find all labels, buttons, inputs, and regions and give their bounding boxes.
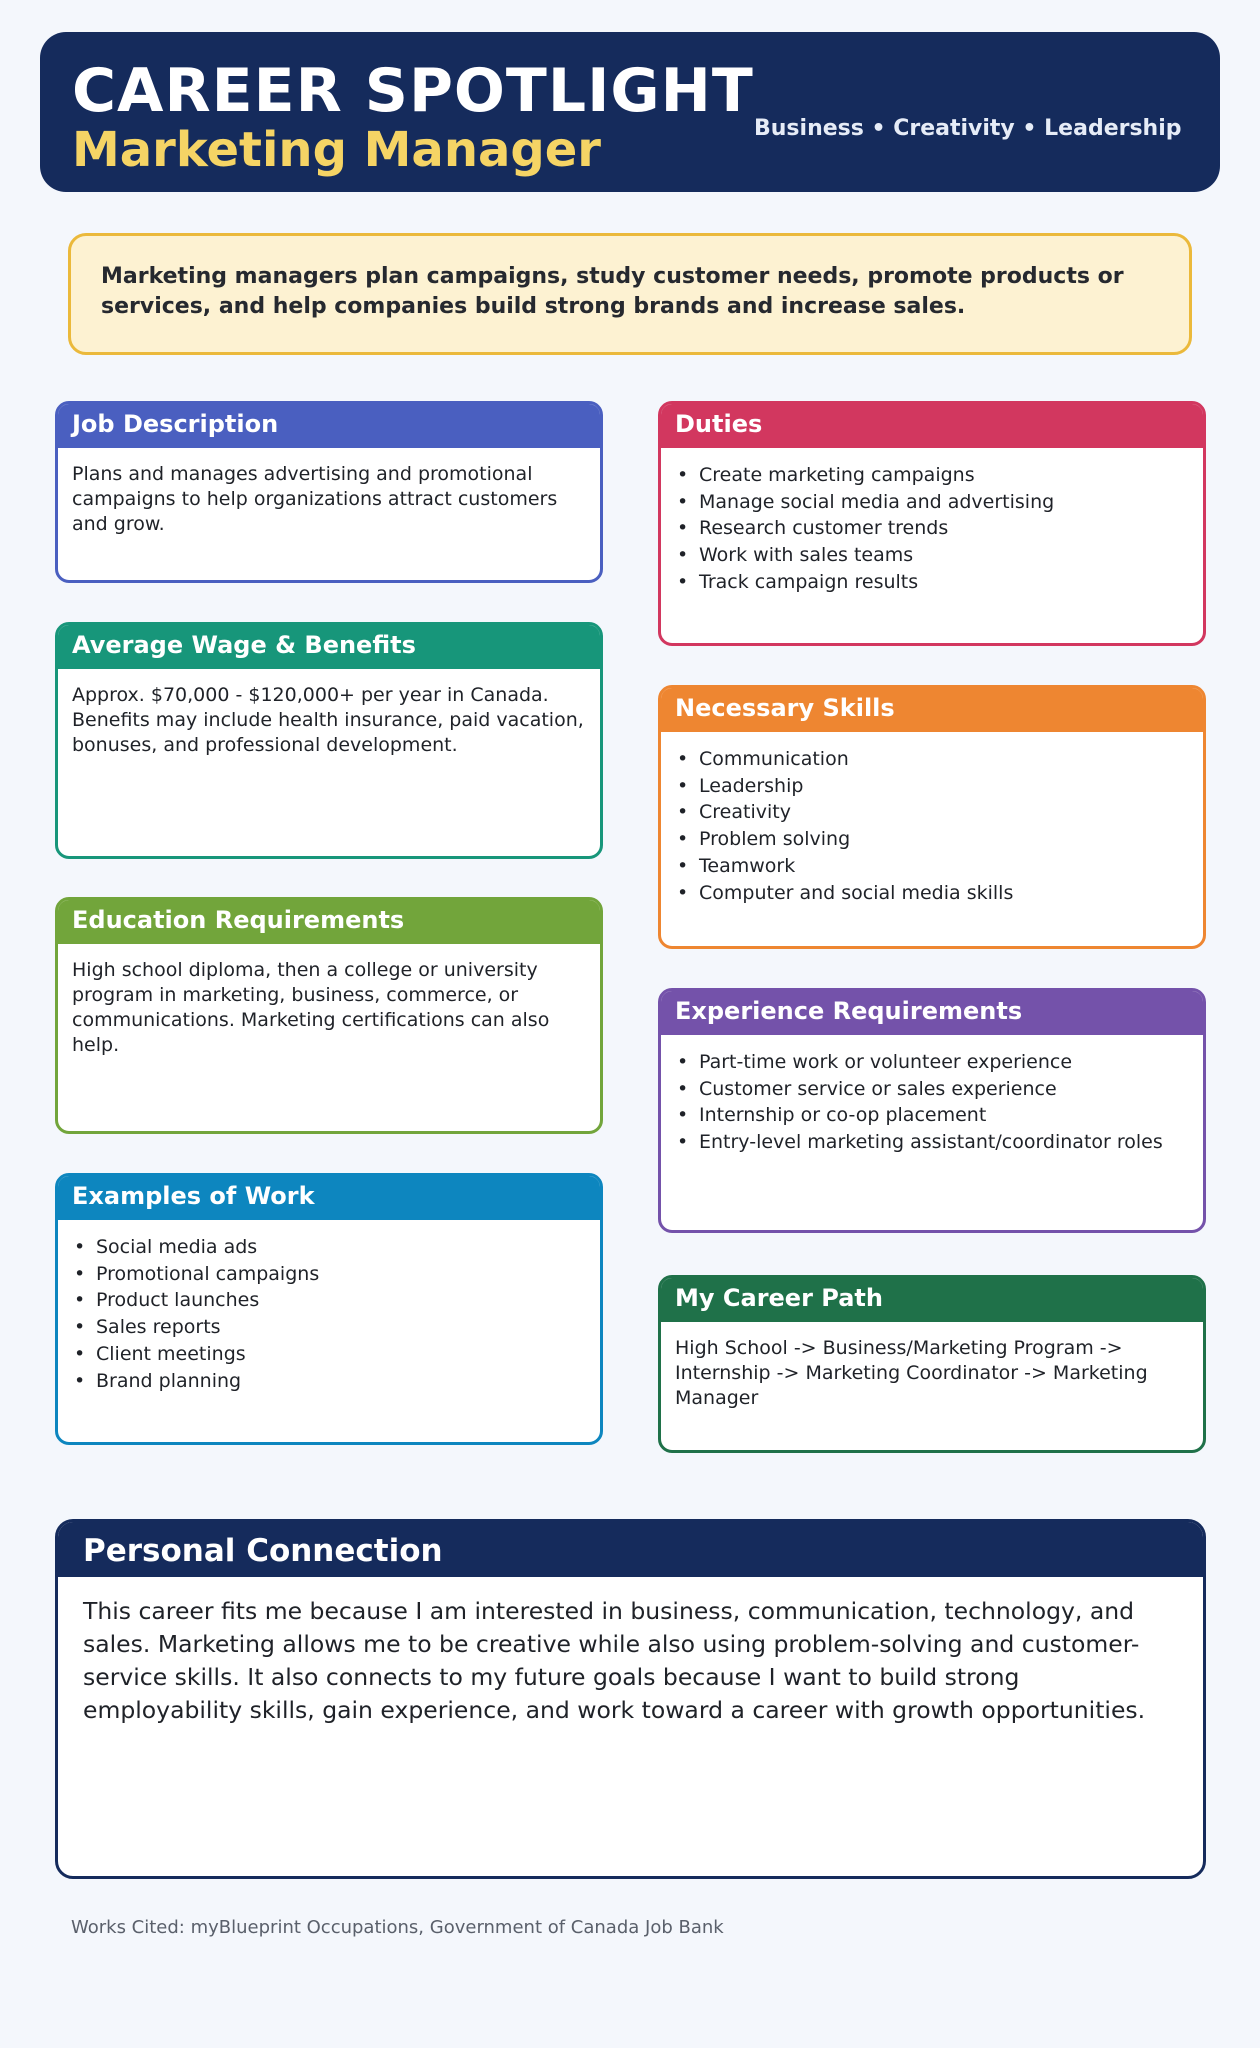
card-title: Average Wage & Benefits xyxy=(58,625,600,669)
list-item: • Manage social media and advertising xyxy=(675,489,1189,516)
list-item: • Track campaign results xyxy=(675,569,1189,596)
duties-list xyxy=(675,462,1189,596)
list-item: • Social media ads xyxy=(72,1234,586,1261)
list-item: • Internship or co-op placement xyxy=(675,1102,1189,1129)
card-text: High school diploma, then a college or university program in marketing, business, commerce, or communications. Marketing certifications can also help. xyxy=(72,959,550,1056)
section-text: This career fits me because I am interested in business, communication, technology, and sales. Marketing allows me to be creative while also using problem-solving and customer-service skills. It also connects to my future goals because I want to build strong employability skills, gain experience, and work toward a career with growth opportunities. xyxy=(83,1597,1146,1724)
header-tagline: Business • Creativity • Leadership xyxy=(754,116,1182,141)
examples-list xyxy=(72,1234,586,1394)
list-item: • Communication xyxy=(675,746,1189,773)
list-item: • Entry-level marketing assistant/coordinator roles xyxy=(675,1129,1189,1156)
list-item: • Client meetings xyxy=(72,1341,586,1368)
duties-card xyxy=(658,401,1206,646)
card-text: Approx. $70,000 - $120,000+ per year in Canada. Benefits may include health insurance, paid vacation, bonuses, and professional development. xyxy=(72,684,584,756)
section-title: Personal Connection xyxy=(58,1522,1203,1577)
list-item: • Customer service or sales experience xyxy=(675,1076,1189,1103)
page-title: CAREER SPOTLIGHT xyxy=(72,56,754,126)
card-title: My Career Path xyxy=(661,1278,1203,1322)
card-text: High School -> Business/Marketing Program -> Internship -> Marketing Coordinator -> Marketing Manager xyxy=(675,1337,1148,1409)
list-item: • Product launches xyxy=(72,1287,586,1314)
list-item: • Create marketing campaigns xyxy=(675,462,1189,489)
examples-card xyxy=(55,1173,603,1445)
career-path-card xyxy=(658,1275,1206,1453)
education-card xyxy=(55,897,603,1134)
list-item: • Promotional campaigns xyxy=(72,1261,586,1288)
list-item: • Sales reports xyxy=(72,1314,586,1341)
experience-list xyxy=(675,1049,1189,1156)
experience-card xyxy=(658,988,1206,1233)
list-item: • Brand planning xyxy=(72,1368,586,1395)
skills-card xyxy=(658,685,1206,949)
card-title: Education Requirements xyxy=(58,900,600,944)
job-description-card xyxy=(55,401,603,583)
card-title: Examples of Work xyxy=(58,1176,600,1220)
list-item: • Teamwork xyxy=(675,853,1189,880)
header-banner xyxy=(40,32,1220,192)
list-item: • Research customer trends xyxy=(675,515,1189,542)
list-item: • Creativity xyxy=(675,799,1189,826)
list-item: • Computer and social media skills xyxy=(675,880,1189,907)
card-text: Plans and manages advertising and promotional campaigns to help organizations attract customers and grow. xyxy=(72,463,558,535)
list-item: • Problem solving xyxy=(675,826,1189,853)
intro-summary: Marketing managers plan campaigns, study customer needs, promote products or services, and help companies build strong brands and increase sales. xyxy=(68,233,1192,355)
card-title: Job Description xyxy=(58,404,600,448)
list-item: • Leadership xyxy=(675,773,1189,800)
skills-list xyxy=(675,746,1189,906)
card-title: Duties xyxy=(661,404,1203,448)
wage-benefits-card xyxy=(55,622,603,859)
list-item: • Part-time work or volunteer experience xyxy=(675,1049,1189,1076)
personal-connection-section xyxy=(55,1519,1206,1879)
list-item: • Work with sales teams xyxy=(675,542,1189,569)
card-title: Experience Requirements xyxy=(661,991,1203,1035)
card-title: Necessary Skills xyxy=(661,688,1203,732)
career-name: Marketing Manager xyxy=(72,122,601,178)
works-cited: Works Cited: myBlueprint Occupations, Government of Canada Job Bank xyxy=(71,1917,724,1938)
